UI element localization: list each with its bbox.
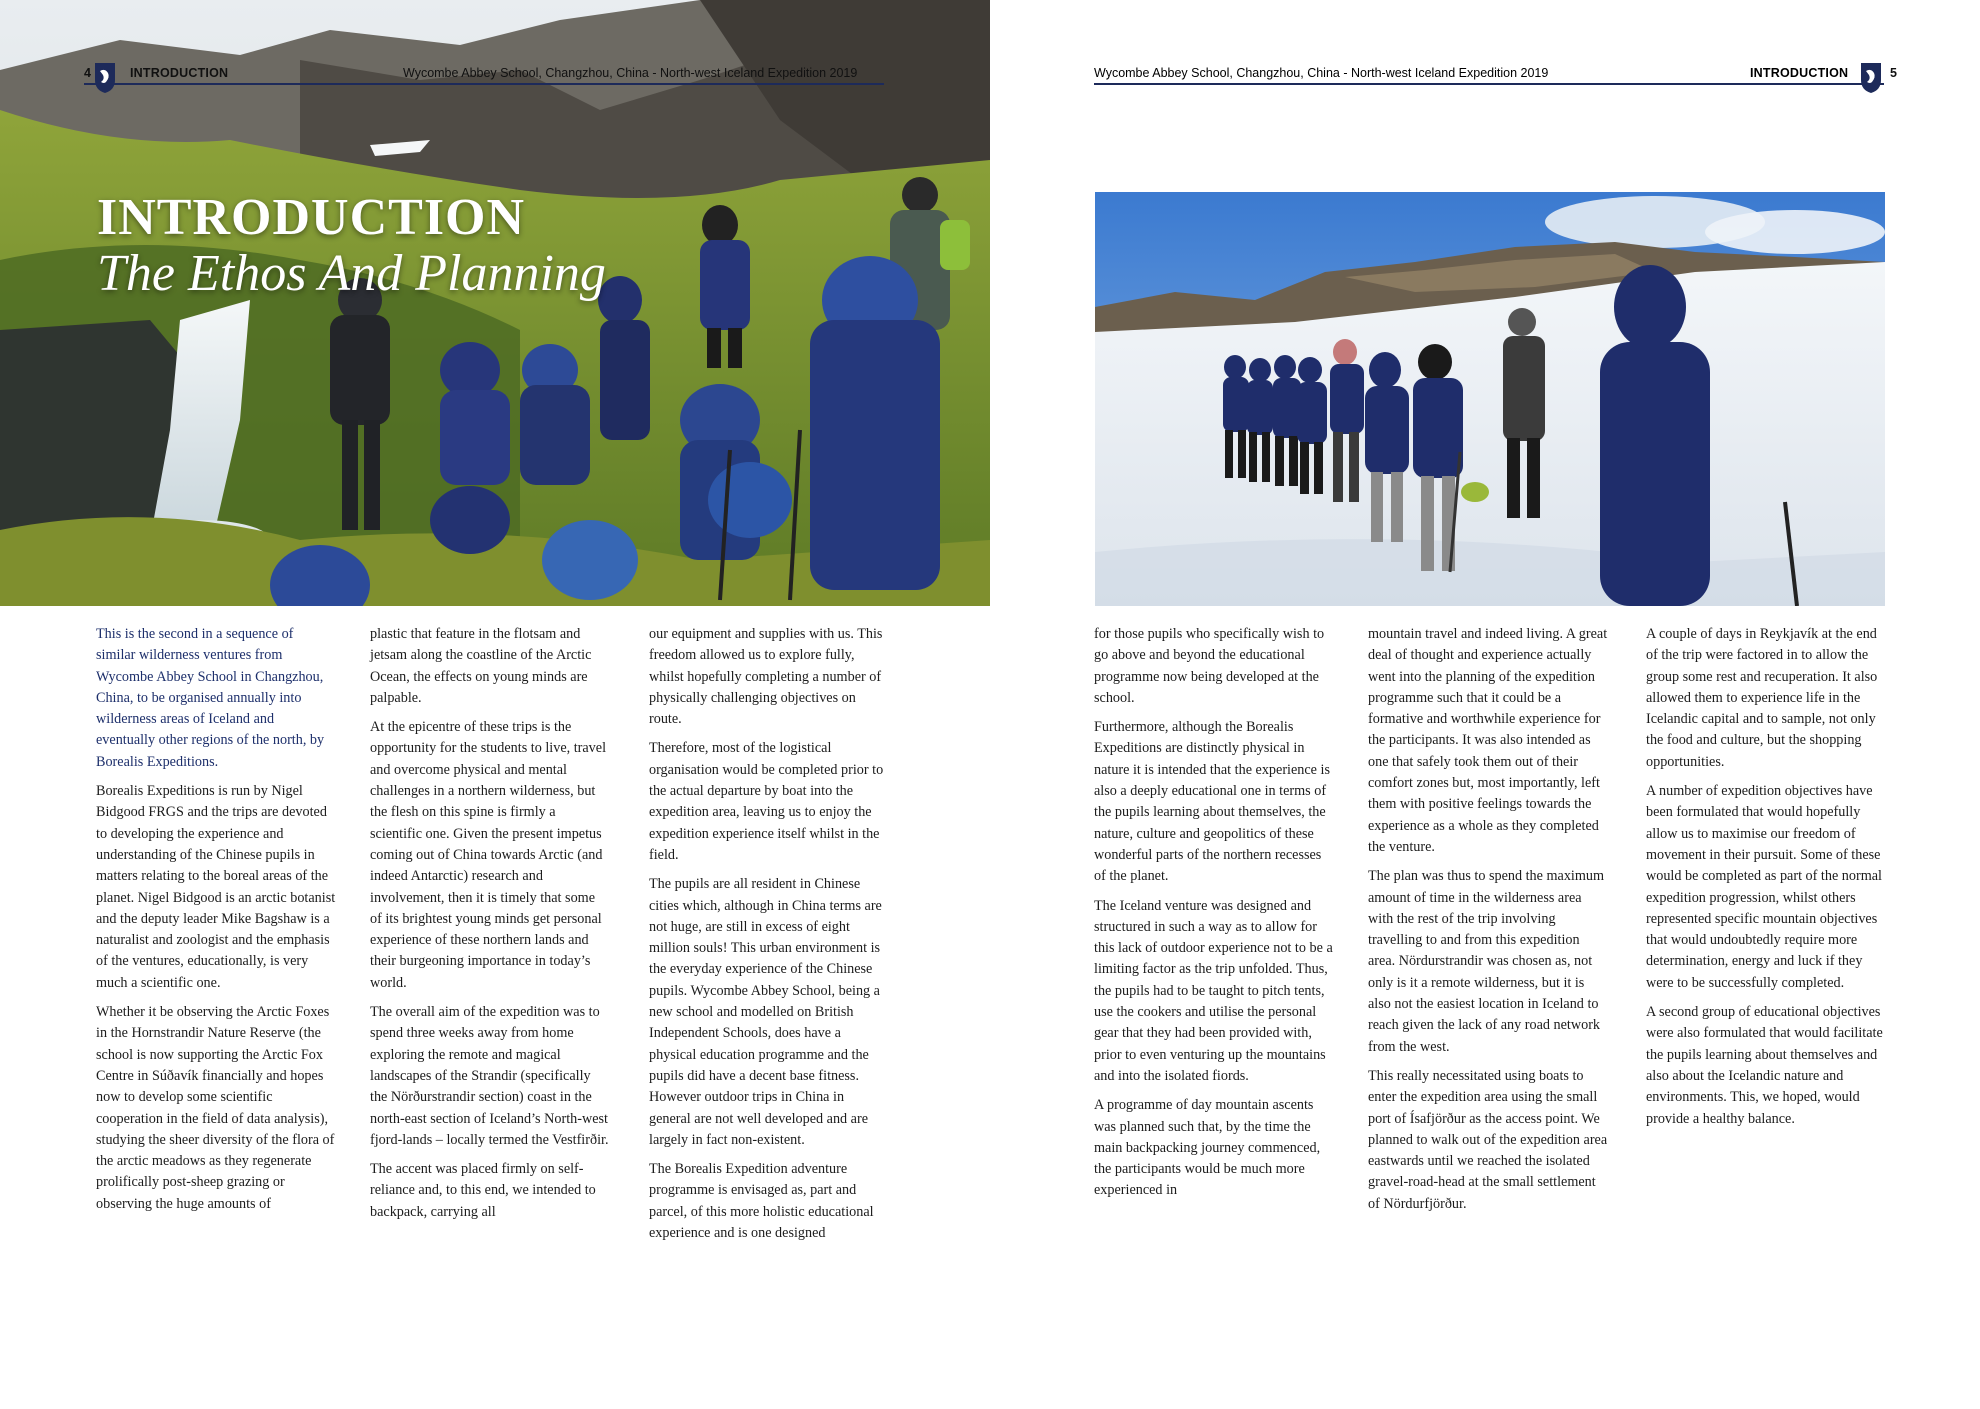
body-paragraph: our equipment and supplies with us. This freedom allowed us to explore fully, whilst hopefully completing a number of physically challenging objectives on route. (649, 626, 883, 728)
body-paragraph: The Borealis Expedition adventure programme is envisaged as, part and parcel, of this more holistic educational experience and is one designed (649, 1161, 874, 1242)
body-paragraph: A programme of day mountain ascents was planned such that, by the time the main backpacking journey commenced, the participants would be much more experienced in (1094, 1097, 1321, 1199)
left-column-1 (96, 624, 336, 1223)
snowfield-photo (1095, 192, 1885, 606)
body-paragraph: mountain travel and indeed living. A great deal of thought and experience actually went into the planning of the expedition programme such that it could be a formative and worthwhile experience for the participants. It was also intended as one that safely took them out of their comfort zones but, most importantly, left them with positive feelings towards the experience as a whole as they completed the venture. (1368, 626, 1608, 855)
body-paragraph: The plan was thus to spend the maximum amount of time in the wilderness area with the rest of the trip involving travelling to and from this expedition area. Nördurstrandir was chosen as, not only is it a remote wilderness, but it is also not the easiest location in Iceland to reach given the lack of any road network from the west. (1368, 868, 1605, 1055)
page-title: INTRODUCTION (97, 189, 526, 246)
page-title-block (97, 189, 606, 304)
running-title: Wycombe Abbey School, Changzhou, China - North-west Iceland Expedition 2019 (403, 66, 858, 80)
page-number: 5 (1890, 66, 1897, 80)
body-paragraph: Furthermore, although the Borealis Expeditions are distinctly physical in nature it is intended that the experience is also a deeply educational one in terms of the pupils learning about themselves, the nature, culture and geopolitics of these wonderful parts of the northern recesses of the planet. (1094, 719, 1330, 885)
running-title: Wycombe Abbey School, Changzhou, China - North-west Iceland Expedition 2019 (1094, 66, 1549, 80)
left-column-3 (649, 624, 889, 1252)
body-paragraph: A second group of educational objectives were also formulated that would facilitate the pupils learning about themselves and also about the Icelandic nature and environments. This, we hoped, would provide a healthy balance. (1646, 1004, 1883, 1127)
right-column-2 (1368, 624, 1608, 1223)
page-number: 4 (84, 66, 91, 80)
page-subtitle: The Ethos And Planning (97, 245, 606, 302)
left-column-2 (370, 624, 610, 1231)
body-paragraph: A number of expedition objectives have been formulated that would hopefully allow us to maximise our freedom of movement in their pursuit. Some of these would be completed as part of the normal expedition progression, whilst others represented specific mountain objectives that would undoubtedly require more determination, energy and luck if they were to be successfully completed. (1646, 783, 1882, 991)
section-label: INTRODUCTION (130, 66, 229, 80)
body-paragraph: This really necessitated using boats to enter the expedition area using the small port of Ísafjörður as the access point. We planned to walk out of the expedition area eastwards until we reached the isolated gravel-road-head at the small settlement of Nördurfjörður. (1368, 1067, 1608, 1212)
body-paragraph: Borealis Expeditions is run by Nigel Bidgood FRGS and the trips are devoted to developing the experience and understanding of the Chinese pupils in matters relating to the boreal areas of the planet. Nigel Bidgood is an arctic botanist and the deputy leader Mike Bagshaw is a naturalist and zoologist and the emphasis of the ventures, educationally, is very much a scientific one. (96, 783, 336, 991)
body-paragraph: Therefore, most of the logistical organisation would be completed prior to the actual departure by boat into the expedition area, leaving us to enjoy the expedition experience itself whilst in the field. (649, 740, 884, 863)
intro-paragraph: This is the second in a sequence of similar wilderness ventures from Wycombe Abbey School in Changzhou, China, to be organised annually into wilderness areas of Iceland and eventually other regions of the north, by Borealis Expeditions. (96, 626, 325, 770)
body-paragraph: A couple of days in Reykjavík at the end of the trip were factored in to allow the group some rest and recuperation. It also allowed them to experience life in the Icelandic capital and to sample, not only the food and culture, but the shopping opportunities. (1646, 626, 1878, 770)
header-rule (84, 83, 884, 85)
body-paragraph: The pupils are all resident in Chinese cities which, although in China terms are not huge, are still in excess of eight million souls! This urban environment is the everyday experience of the Chinese pupils. Wycombe Abbey School, being a new school and modelled on British Independent Schools, does have a physical education programme and the pupils did have a decent base fitness. However outdoor trips in China in general are not well developed and are largely in fact non-existent. (649, 876, 882, 1148)
body-paragraph: The accent was placed firmly on self-reliance and, to this end, we intended to backpack, carrying all (370, 1161, 596, 1220)
right-column-3 (1646, 624, 1886, 1138)
body-paragraph: The overall aim of the expedition was to spend three weeks away from home exploring the remote and magical landscapes of the Strandir (specifically the Nörðurstrandir section) coast in the north-east section of Iceland’s North-west fjord-lands – locally termed the Vestfirðir. (370, 1004, 609, 1148)
right-column-1 (1094, 624, 1334, 1210)
body-paragraph: plastic that feature in the flotsam and jetsam along the coastline of the Arctic Ocean, the effects on young minds are palpable. (370, 626, 592, 706)
body-paragraph: Whether it be observing the Arctic Foxes in the Hornstrandir Nature Reserve (the school is now supporting the Arctic Fox Centre in Súðavík financially and hopes now to develop some scientific cooperation in the field of data analysis), studying the sheer diversity of the flora of the arctic meadows as they regenerate prolifically post-sheep grazing or observing the huge amounts of (96, 1004, 335, 1212)
school-crest-icon (94, 62, 116, 94)
school-crest-icon (1860, 62, 1882, 94)
header-rule (1094, 83, 1884, 85)
body-paragraph: At the epicentre of these trips is the opportunity for the students to live, travel and overcome physical and mental challenges in a northern wilderness, but the flesh on this spine is firmly a scientific one. Given the present impetus coming out of China towards Arctic (and indeed Antarctic) research and involvement, then it is timely that some of its brightest young minds get personal experience of these northern lands and their burgeoning importance in today’s world. (370, 719, 607, 991)
body-paragraph: The Iceland venture was designed and structured in such a way as to allow for this lack of outdoor experience not to be a limiting factor as the trip unfolded. Thus, the pupils had to be taught to pitch tents, use the cookers and utilise the personal gear that they had been provided with, prior to even venturing up the mountains and into the isolated fiords. (1094, 897, 1333, 1084)
body-paragraph: for those pupils who specifically wish to go above and beyond the educational programme now being developed at the school. (1094, 626, 1325, 706)
section-label: INTRODUCTION (1750, 66, 1849, 80)
